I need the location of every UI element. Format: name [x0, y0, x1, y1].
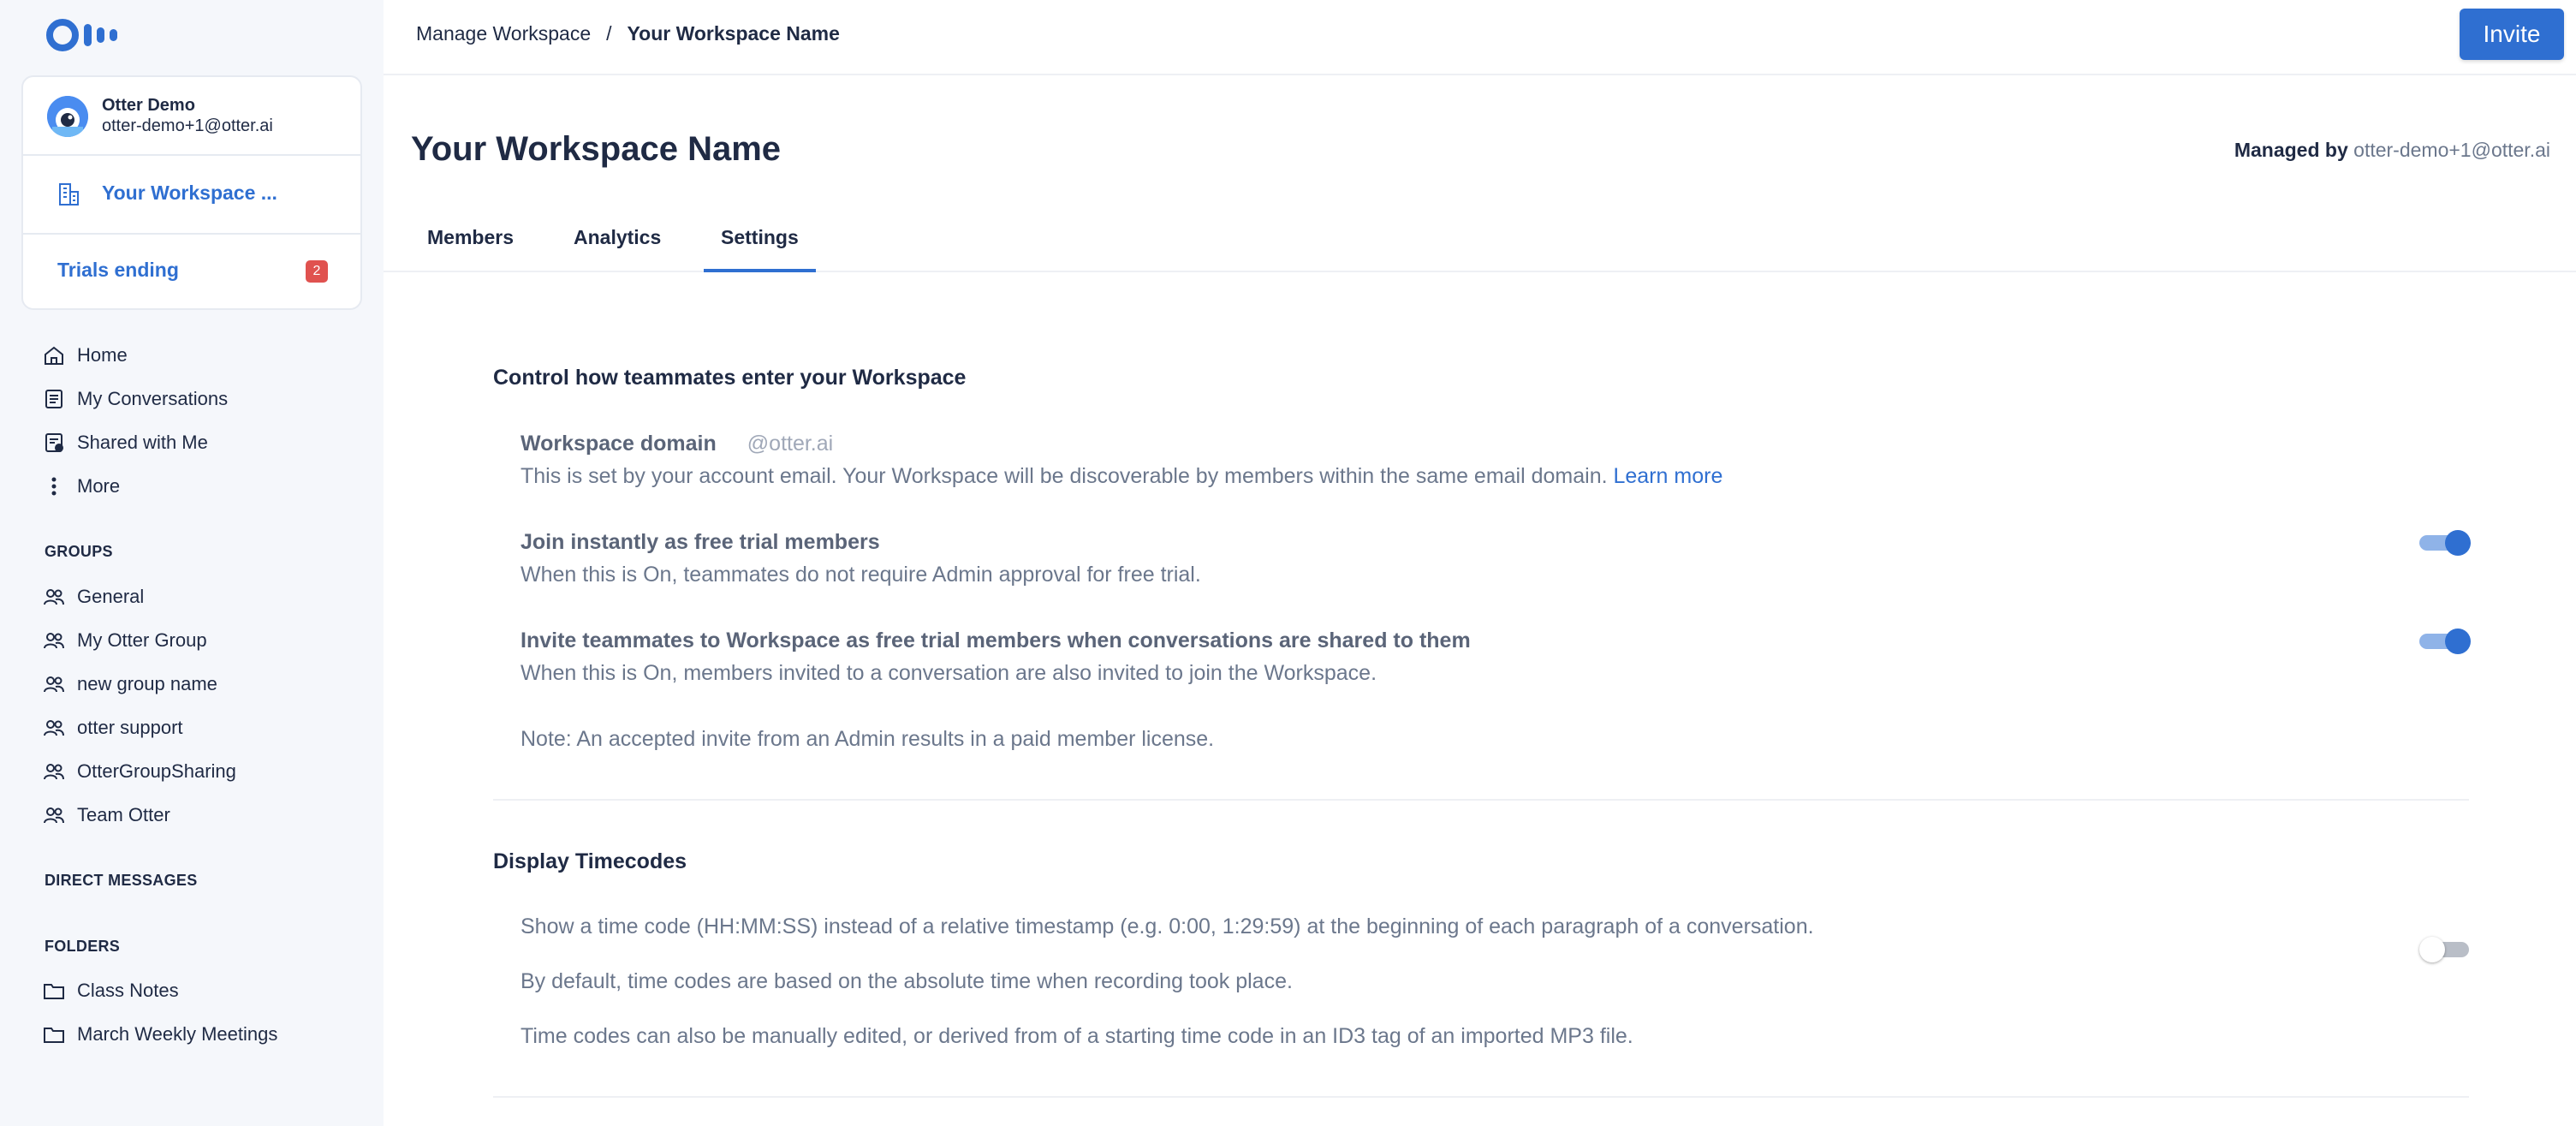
sidebar-group-item[interactable] [43, 756, 236, 787]
learn-more-link[interactable]: Learn more [1613, 464, 1723, 488]
tab-bar [384, 223, 2576, 272]
timecodes-line-2: By default, time codes are based on the absolute time when recording took place. [521, 969, 1293, 993]
trials-count-badge: 2 [306, 260, 328, 283]
breadcrumb-parent[interactable]: Manage Workspace [416, 22, 592, 45]
managed-by [2234, 139, 2550, 162]
more-vertical-icon [43, 475, 65, 497]
timecodes-line-3: Time codes can also be manually edited, or derived from of a starting time code in an ID3 tag of an imported MP3 file. [521, 1024, 1633, 1048]
join-instantly-title: Join instantly as free trial members [521, 530, 880, 554]
group-label: General [77, 586, 145, 607]
building-icon [56, 182, 81, 207]
nav-label: More [77, 475, 121, 497]
tab-members[interactable]: Members [427, 226, 514, 248]
sidebar-group-item[interactable] [43, 581, 144, 612]
sidebar-item-shared-with-me[interactable] [43, 427, 208, 458]
invite-teammates-title: Invite teammates to Workspace as free trial members when conversations are shared to them [521, 629, 1471, 652]
group-label: OtterGroupSharing [77, 760, 236, 782]
invite-button[interactable]: Invite [2460, 9, 2564, 60]
account-switcher[interactable] [23, 77, 360, 156]
group-label: new group name [77, 673, 217, 694]
domain-desc-text: This is set by your account email. Your Workspace will be discoverable by members within the same email domain. [521, 464, 1608, 488]
workspace-domain-value: @otter.ai [747, 432, 834, 456]
group-icon [43, 673, 65, 695]
workspace-domain-description [521, 464, 1722, 489]
user-name: Otter Demo [102, 96, 195, 115]
group-icon [43, 717, 65, 739]
folder-label: March Weekly Meetings [77, 1023, 278, 1045]
breadcrumb-current: Your Workspace Name [627, 22, 840, 45]
folder-label: Class Notes [77, 980, 179, 1001]
nav-label: Home [77, 344, 128, 366]
sidebar-item-my-conversations[interactable] [43, 384, 228, 414]
group-label: Team Otter [77, 804, 170, 825]
page-title: Your Workspace Name [411, 130, 782, 168]
sidebar-group-item[interactable] [43, 800, 170, 831]
group-icon [43, 760, 65, 783]
otter-avatar-icon [47, 96, 88, 137]
sidebar-item-workspace[interactable] [23, 156, 360, 235]
nav-label: Shared with Me [77, 432, 208, 453]
sidebar-group-item[interactable] [43, 669, 217, 700]
account-card [21, 75, 362, 310]
timecodes-line-1: Show a time code (HH:MM:SS) instead of a relative timestamp (e.g. 0:00, 1:29:59) at the beginning of each paragraph of a conversation. [521, 915, 1814, 938]
invite-teammates-description: When this is On, members invited to a conversation are also invited to join the Workspace. [521, 661, 1377, 685]
toggle-knob [2419, 937, 2445, 962]
join-instantly-toggle[interactable] [2419, 530, 2471, 556]
join-instantly-description: When this is On, teammates do not require Admin approval for free trial. [521, 563, 1201, 587]
home-icon [43, 344, 65, 366]
user-email: otter-demo+1@otter.ai [102, 116, 273, 135]
folder-icon [43, 1023, 65, 1046]
group-icon [43, 804, 65, 826]
section-divider [493, 1096, 2469, 1098]
tab-analytics[interactable]: Analytics [574, 226, 662, 248]
otter-logo-icon[interactable] [46, 19, 128, 51]
workspace-name: Your Workspace ... [102, 182, 277, 204]
sidebar-group-item[interactable] [43, 712, 183, 743]
folder-icon [43, 980, 65, 1002]
invite-teammates-toggle[interactable] [2419, 629, 2471, 654]
group-label: My Otter Group [77, 629, 207, 651]
toggle-knob [2445, 530, 2471, 556]
sidebar-folder-item[interactable] [43, 975, 179, 1006]
sidebar-group-item[interactable] [43, 625, 207, 656]
shared-icon [43, 432, 65, 454]
sidebar-folder-item[interactable] [43, 1019, 277, 1050]
toggle-knob [2445, 629, 2471, 654]
sidebar [0, 0, 384, 1126]
section-divider [493, 799, 2469, 801]
top-bar [384, 0, 2576, 75]
nav-label: My Conversations [77, 388, 229, 409]
tab-settings[interactable]: Settings [704, 226, 816, 272]
group-icon [43, 586, 65, 608]
managed-by-label: Managed by [2234, 139, 2348, 161]
breadcrumb-separator: / [606, 22, 612, 45]
sidebar-item-more[interactable] [43, 471, 120, 502]
group-label: otter support [77, 717, 183, 738]
display-timecodes-toggle[interactable] [2421, 937, 2472, 962]
entry-section-heading: Control how teammates enter your Workspace [493, 366, 967, 390]
managed-by-email: otter-demo+1@otter.ai [2353, 139, 2550, 161]
license-note: Note: An accepted invite from an Admin results in a paid member license. [521, 727, 1215, 751]
conversations-icon [43, 388, 65, 410]
workspace-domain-row [521, 432, 833, 456]
timecodes-section-heading: Display Timecodes [493, 849, 687, 873]
sidebar-item-home[interactable] [43, 340, 128, 371]
groups-section-label: GROUPS [45, 543, 113, 560]
avatar [47, 96, 88, 137]
workspace-domain-label: Workspace domain [521, 432, 717, 456]
direct-messages-section-label: DIRECT MESSAGES [45, 872, 198, 889]
group-icon [43, 629, 65, 652]
breadcrumb [416, 22, 840, 45]
trials-ending-link[interactable]: Trials ending [57, 259, 179, 281]
folders-section-label: FOLDERS [45, 938, 121, 955]
